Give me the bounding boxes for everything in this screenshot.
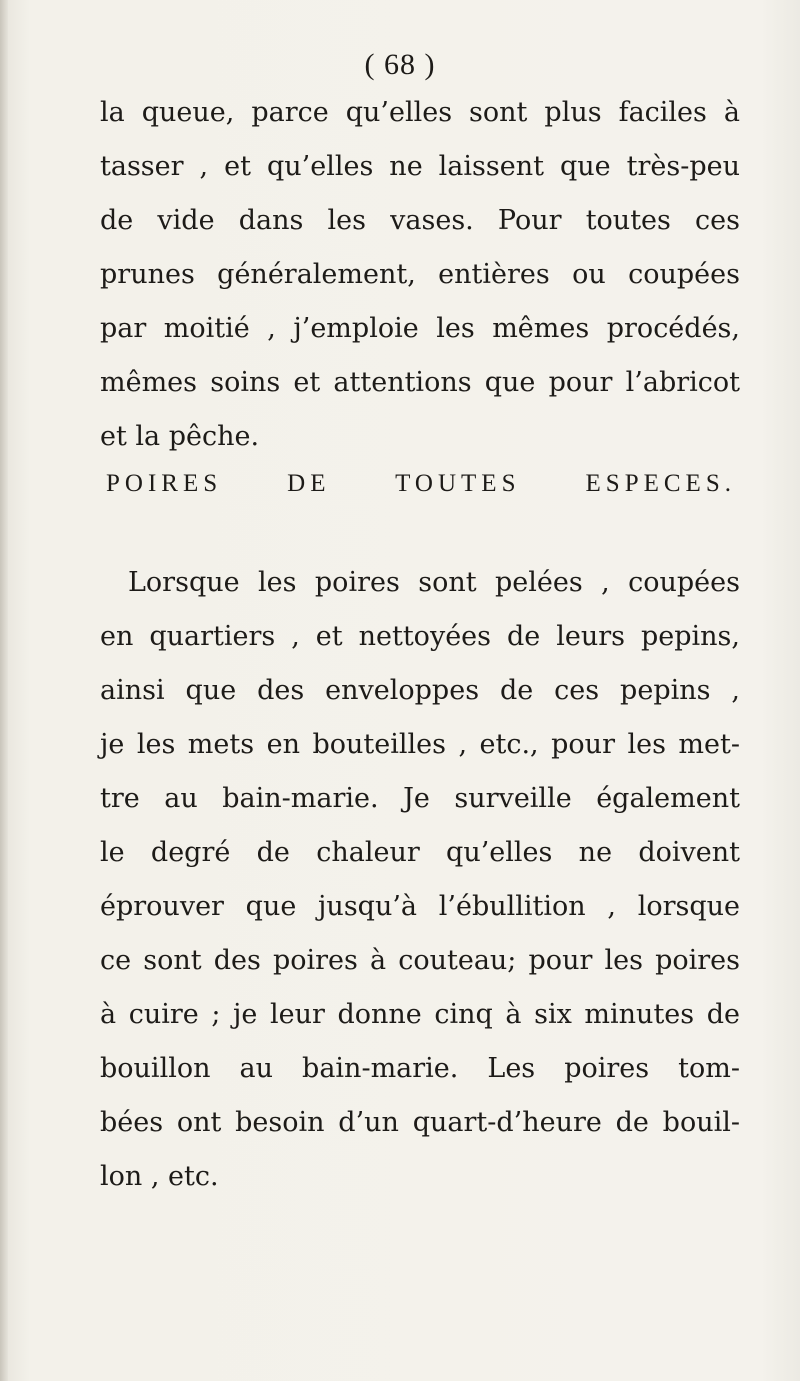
text-line: tasser , et qu’elles ne laissent que très-peu <box>100 151 740 182</box>
text-line: bouillon au bain-marie. Les poires tom- <box>100 1053 740 1084</box>
text-line: ainsi que des enveloppes de ces pepins , <box>100 675 740 706</box>
paragraph-prunes <box>100 86 740 464</box>
text-line: à cuire ; je leur donne cinq à six minutes de <box>100 999 740 1030</box>
section-heading: POIRES DE TOUTES ESPECES. <box>106 470 736 497</box>
text-line: la queue, parce qu’elles sont plus faciles à <box>100 97 740 128</box>
page-spine-shadow <box>0 0 8 1381</box>
text-line: lon , etc. <box>100 1161 219 1192</box>
text-line: et la pêche. <box>100 421 260 452</box>
text-line: le degré de chaleur qu’elles ne doivent <box>100 837 740 868</box>
text-line: tre au bain-marie. Je surveille également <box>100 783 740 814</box>
text-line: mêmes soins et attentions que pour l’abricot <box>100 367 740 398</box>
paragraph-poires <box>100 556 740 1204</box>
text-line: Lorsque les poires sont pelées , coupées <box>128 567 740 598</box>
text-line: prunes généralement, entières ou coupées <box>100 259 740 290</box>
text-line: éprouver que jusqu’à l’ébullition , lorsque <box>100 891 740 922</box>
text-line: par moitié , j’emploie les mêmes procédés, <box>100 313 740 344</box>
text-line: de vide dans les vases. Pour toutes ces <box>100 205 740 236</box>
text-line: ce sont des poires à couteau; pour les poires <box>100 945 740 976</box>
page-number: ( 68 ) <box>364 48 436 81</box>
text-line: en quartiers , et nettoyées de leurs pepins, <box>100 621 740 652</box>
text-line: bées ont besoin d’un quart-d’heure de bouil- <box>100 1107 740 1138</box>
text-line: je les mets en bouteilles , etc., pour les met- <box>100 729 740 760</box>
